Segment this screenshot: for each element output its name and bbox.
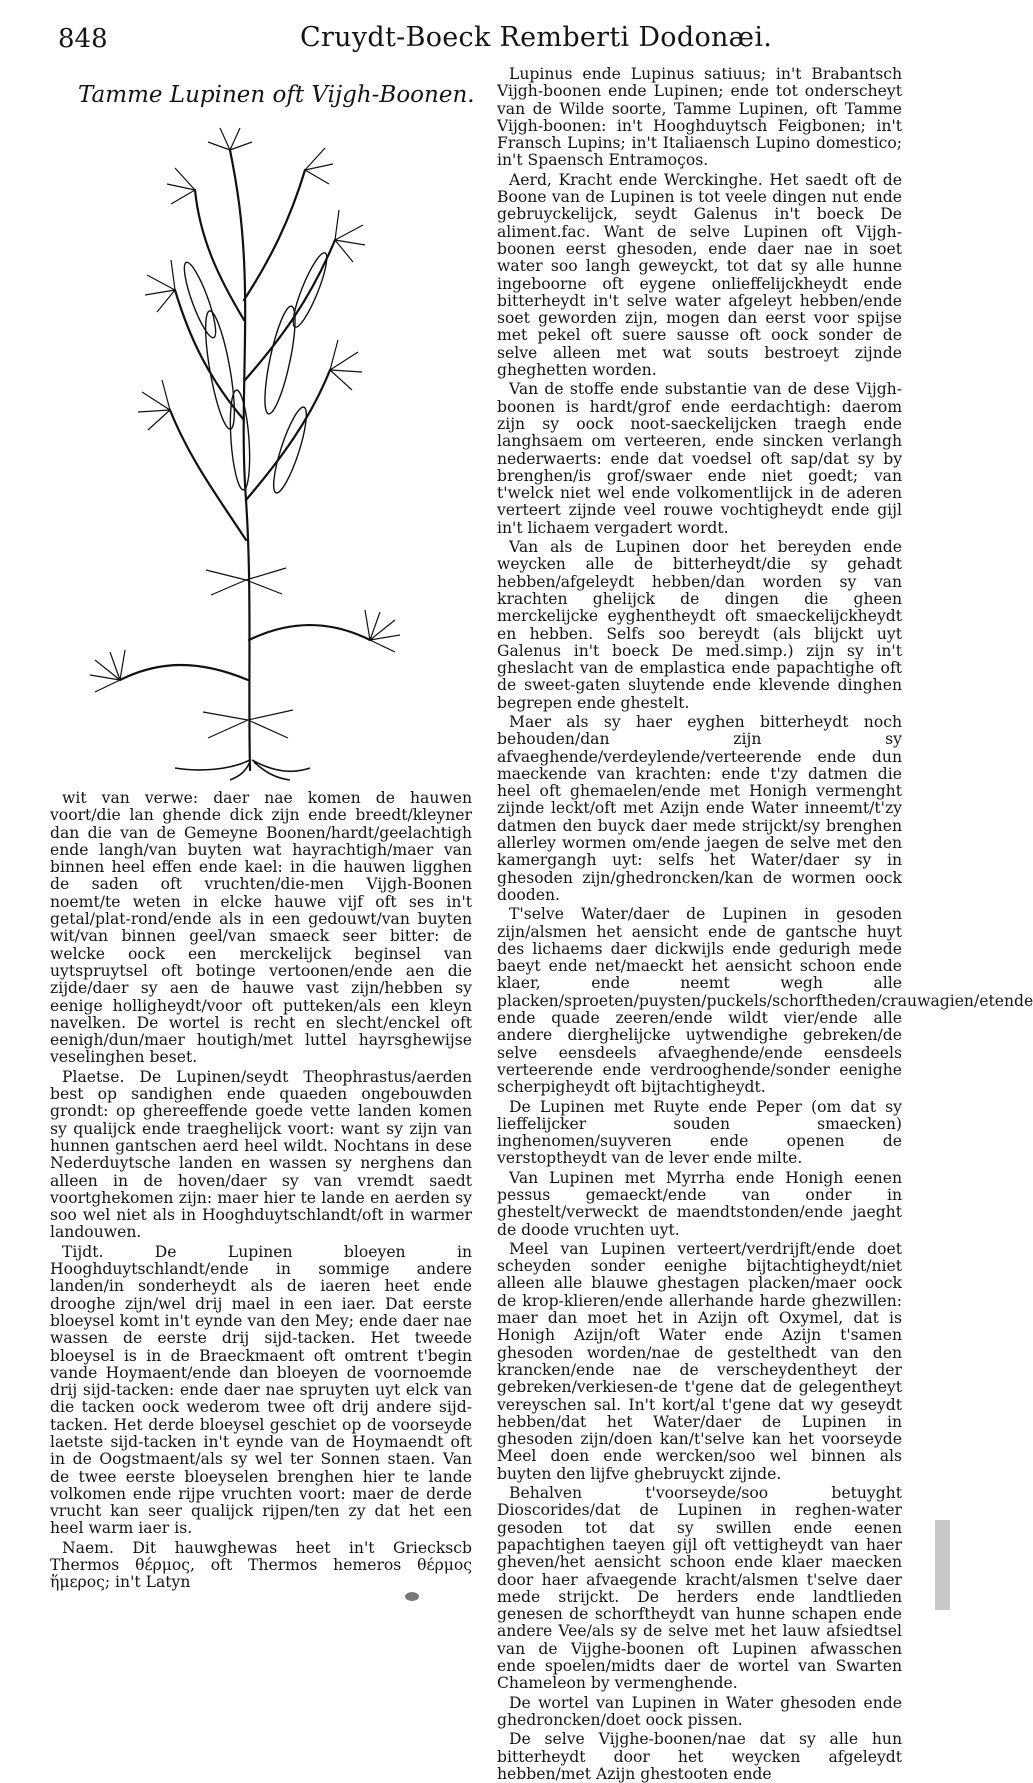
- paragraph-nature: Aerd, Kracht ende Werckinghe. Het saedt oft de Boone van de Lupinen is tot veele dingen nut ende gebruyckelijck, seydt Galenus in't boeck De aliment.fac. Want de selve Lupinen oft Vijgh-boonen eerst ghesoden, ende daer nae in soet water soo langh geweyckt, tot dat sy alle hunne ingeboorne oft eygene onlieffelijckheydt ende bitterheydt in't selve water afgeleyt hebben/ende soet geworden zijn, mogen dan eerst voor spijse met pekel oft suere sausse oft oock sonder de selve alleen met wat souts bestroeyt zijnde gheghetten worden.: [497, 170, 902, 380]
- running-title: Cruydt-Boeck Remberti Dodonæi.: [300, 22, 773, 53]
- paragraph-substance: Van de stoffe ende substantie van de dese Vijgh-boonen is hardt/grof ende eerdachtigh: daerom zijn sy oock noot-saeckelijcken traegh ende langhsaem om verteeren, ende sincken verlangh nederwaerts: ende dat voedsel oft sap/dat sy by brenghen/is grof/swaer ende niet goedt; van t'welck niet wel ende volkomentlijck in de aderen verteert zijnde veel rouwe vochtigheydt ende gijl in't lichaem vergadert wordt.: [497, 380, 902, 537]
- paragraph-bitter: Maer als sy haer eyghen bitterheydt noch behouden/dan zijn sy afvaeghende/verdeylende/verteerende ende dun maeckende van krachten: ende t'zy datmen die heel oft ghemaelen/ende met Honigh vermenght zijnde leckt/oft met Azijn ende Water inneemt/t'zy datmen den buyck daer mede strijckt/sy brenghen allerley wormen om/ende jaegen de selve met den kamergangh uyt: selfs het Water/daer sy in ghesoden zijn/ghedroncken/kan de wormen oock dooden.: [497, 712, 902, 904]
- paragraph-final: De selve Vijghe-boonen/nae dat sy alle hun bitterheydt door het weycken afgeleydt hebben/met Azijn ghestooten ende: [497, 1730, 902, 1783]
- scan-smudge: [405, 1592, 419, 1601]
- scan-edge-shadow: [935, 1520, 950, 1610]
- right-text-column: [497, 65, 1033, 1783]
- paragraph-meal: Meel van Lupinen verteert/verdrijft/ende doet scheyden sonder eenighe bijtachtigheydt/niet alleen alle blauwe ghestagen placken/maer oock de krop-klieren/ende allerhande harde ghezwillen: maer dan moet het in Azijn oft Oxymel, dat is Honigh Azijn/oft Water ende Azijn t'samen ghesoden worden/nae de gestelthedt van den krancken/ende nae de verscheydentheyt der gebreken/verkiesen-de t'gene dat de gelegentheyt vereyschen sal. In't kort/al t'gene dat wy geseydt hebben/dat het Water/daer de Lupinen in ghesoden zijn/doen kan/t'selve kan het voorseyde Meel doen ende wercken/soo wel binnen als buyten den lijfve ghebruyckt zijnde.: [497, 1239, 902, 1483]
- paragraph-rue-pepper: De Lupinen met Ruyte ende Peper (om dat sy lieffelijcker souden smaecken) inghenomen/suyveren ende openen de verstoptheydt van de lever ende milte.: [497, 1097, 902, 1168]
- paragraph-myrrh: Van Lupinen met Myrrha ende Honigh eenen pessus gemaeckt/ende van onder in ghestelt/verweckt de maendtstonden/ende jaeght de doode vruchten uyt.: [497, 1168, 902, 1239]
- paragraph-water: T'selve Water/daer de Lupinen in gesoden zijn/alsmen het aensicht ende de gantsche huyt des lichaems daer dickwijls ende gedurigh mede baeyt ende net/maeckt het aensicht schoon ende klaer, ende neemt wegh alle placken/sproeten/puysten/puckels/schorftheden/crauwagien/etende ende quade zeeren/ende wildt vier/ende alle andere dierghelijcke uytwendighe gebreken/de selve eensdeels afvaeghende/ende eensdeels verteerende ende verdrooghende/sonder eenighe scherpigheydt oft bijtachtigheydt.: [497, 905, 1033, 1097]
- paragraph-name: Naem. Dit hauwghewas heet in't Grieckscb Thermos θέρμος, oft Thermos hemeros θέρμος ἥμερος; in't Latyn: [50, 1538, 472, 1592]
- paragraph-prepared: Van als de Lupinen door het bereyden ende weycken alle de bitterheydt/die sy gehadt hebben/afgeleydt hebben/dan worden sy van krachten ghelijck de dingen die gheen merckelijcke eyghentheydt oft smaeckelijckheydt en hebben. Selfs soo bereydt (als blijckt uyt Galenus in't boeck De med.simp.) zijn sy in't gheslacht van de emplastica ende papachtighe oft de sweet-gaten sluytende ende klevende dinghen begrepen ende ghestelt.: [497, 538, 902, 712]
- paragraph-place: Plaetse. De Lupinen/seydt Theophrastus/aerden best op sandighen ende quaeden ongebouwden grondt: op ghereeffende goede vette landen komen sy qualijck ende traeghelijck voort: want sy zijn van hunnen gantschen aerd heel wildt. Nochtans in dese Nederduytsche landen en wassen sy nerghens dan alleen in de hoven/daer sy van vremdt saedt voortghekomen zijn: maer hier te lande en aerden sy soo wel niet als in Hooghduytschlandt/oft in warmer landouwen.: [50, 1067, 472, 1242]
- paragraph-dioscorides: Behalven t'voorseyde/soo betuyght Dioscorides/dat de Lupinen in reghen-water gesoden tot dat sy swillen ende eenen papachtighen taeyen gijl oft vettigheydt van haer gheven/het aensicht schoon ende klaer maecken door haer afvaegende kracht/alsmen t'selve daer mede strijckt. De herders ende landtlieden genesen de schorftheydt van hunne schapen ende andere Vee/als sy de selve met het lauw afsiedtsel van de Vijghe-boonen oft Lupinen afwasschen ende spoelen/midts daer de wortel van Swarten Chameleon by vermenghende.: [497, 1484, 902, 1693]
- lupin-plant-illustration: [80, 120, 410, 780]
- paragraph-names: Lupinus ende Lupinus satiuus; in't Brabantsch Vijgh-boonen ende Lupinen; ende tot onderscheyt van de Wilde soorte, Tamme Lupinen, oft Tamme Vijgh-boonen: in't Hooghduytsch Feigbonen; in't Fransch Lupins; in't Italiaensch Lupino domestico; in't Spaensch Entramoços.: [497, 65, 902, 170]
- left-text-column: [50, 789, 472, 1592]
- paragraph-root: De wortel van Lupinen in Water ghesoden ende ghedroncken/doet oock pissen.: [497, 1693, 902, 1729]
- page-number: 848: [58, 24, 108, 54]
- paragraph-description: wit van verwe: daer nae komen de hauwen voort/die lan ghende dick zijn ende breedt/kleyner dan die van de Gemeyne Boonen/hardt/geelachtigh ende langh/van buyten wat hayrachtigh/maer van binnen heel effen ende kael: in die hauwen ligghen de saden oft vruchten/die-men Vijgh-Boonen noemt/te weten in elcke hauwe vijf oft ses in't getal/plat-rond/ende als in een gedouwt/van buyten wit/van binnen geel/van smaeck seer bitter: de welcke oock een merckelijck beginsel van uytspruytsel oft botinge vertoonen/ende aen die zijde/daer sy aen de hauwe vast zijn/hebben sy eenige holligheydt/voor oft putteken/als een kleyn navelken. De wortel is recht en slecht/enckel oft eenigh/dun/maer houtigh/met luttel hayrsghewijse veselinghen beset.: [50, 789, 472, 1067]
- figure-caption: Tamme Lupinen oft Vijgh-Boonen.: [78, 82, 475, 108]
- paragraph-time: Tijdt. De Lupinen bloeyen in Hooghduytschlandt/ende in sommige andere landen/in sonderheydt als de iaeren heet ende drooghe zijn/wel drij mael in een iaer. Dat eerste bloeysel komt in't eynde van den Mey; ende daer nae wassen de eerste drij sijd-tacken. Het tweede bloeysel is in de Braeckmaent oft omtrent t'begin vande Hoymaent/ende dan bloeyen de voornoemde drij sijd-tacken: ende daer nae spruyten uyt elck van die tacken oock wederom twee oft drij andere sijd-tacken. Het derde bloeysel geschiet op de voorseyde laetste sijd-tacken in't eynde van de Hoymaendt oft in de Oogstmaent/als sy wel ter Sonnen staen. Van de twee eerste bloeyselen brenghen hier te lande volkomen ende rijpe vruchten voort: maer de derde vrucht kan seer qualijck rijpen/ten zy dat het een heel warm iaer is.: [50, 1242, 472, 1538]
